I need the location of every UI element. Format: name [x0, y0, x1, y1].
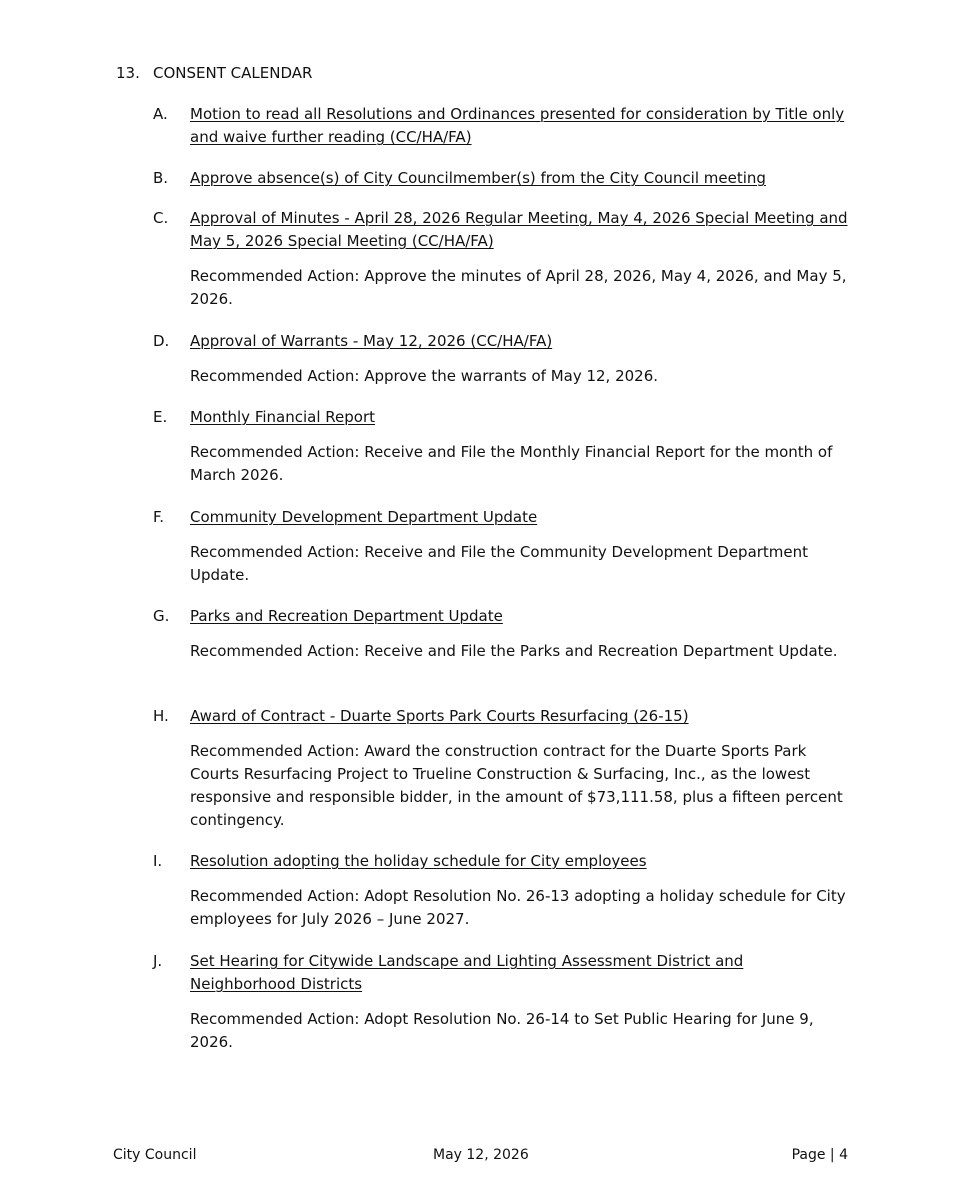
- item-title: Motion to read all Resolutions and Ordinances presented for consideration by Title only and waive further reading (CC/HA/FA): [190, 105, 845, 146]
- item-letter: E.: [153, 408, 168, 426]
- section-title: CONSENT CALENDAR: [153, 64, 313, 82]
- recommended-action: Recommended Action: Receive and File the Monthly Financial Report for the month of March 2026.: [190, 443, 833, 484]
- item-title: Set Hearing for Citywide Landscape and Lighting Assessment District and Neighborhood Districts: [190, 952, 744, 993]
- item-title: Award of Contract - Duarte Sports Park Courts Resurfacing (26-15): [190, 707, 689, 725]
- footer-date: May 12, 2026: [433, 1147, 529, 1163]
- item-letter: F.: [153, 508, 164, 526]
- item-title: Resolution adopting the holiday schedule for City employees: [190, 852, 647, 870]
- section-number: 13.: [116, 64, 140, 82]
- agenda-item-g: [153, 605, 853, 663]
- footer-body-name: City Council: [113, 1147, 197, 1163]
- item-letter: G.: [153, 607, 170, 625]
- item-letter: D.: [153, 332, 170, 350]
- agenda-item-b: [153, 167, 853, 190]
- section-heading: [116, 62, 312, 85]
- recommended-action: Recommended Action: Adopt Resolution No. 26-14 to Set Public Hearing for June 9, 2026.: [190, 1010, 814, 1051]
- agenda-item-a: [153, 103, 853, 149]
- agenda-item-i: [153, 850, 853, 931]
- item-letter: B.: [153, 169, 169, 187]
- footer-page-number: Page | 4: [791, 1147, 848, 1163]
- recommended-action: Recommended Action: Approve the warrants of May 12, 2026.: [190, 367, 659, 385]
- item-letter: A.: [153, 105, 168, 123]
- item-letter: H.: [153, 707, 169, 725]
- agenda-item-d: [153, 330, 853, 388]
- recommended-action: Recommended Action: Award the construction contract for the Duarte Sports Park Courts Resurfacing Project to Trueline Construction & Surfacing, Inc., as the lowest responsive and responsible bidder, in the amount of $73,111.58, plus a fifteen percent contingency.: [190, 742, 843, 829]
- recommended-action: Recommended Action: Approve the minutes of April 28, 2026, May 4, 2026, and May 5, 2026.: [190, 267, 847, 308]
- item-letter: J.: [153, 952, 163, 970]
- item-title: Approval of Warrants - May 12, 2026 (CC/HA/FA): [190, 332, 553, 350]
- item-title: Monthly Financial Report: [190, 408, 376, 426]
- agenda-item-f: [153, 506, 853, 587]
- recommended-action: Recommended Action: Adopt Resolution No. 26-13 adopting a holiday schedule for City employees for July 2026 – June 2027.: [190, 887, 846, 928]
- item-letter: C.: [153, 209, 169, 227]
- agenda-item-j: [153, 950, 853, 1054]
- item-title: Approve absence(s) of City Councilmember(s) from the City Council meeting: [190, 169, 766, 187]
- recommended-action: Recommended Action: Receive and File the Parks and Recreation Department Update.: [190, 642, 838, 660]
- agenda-item-c: [153, 207, 853, 311]
- item-title: Community Development Department Update: [190, 508, 538, 526]
- agenda-item-e: [153, 406, 853, 487]
- item-letter: I.: [153, 852, 163, 870]
- item-title: Approval of Minutes - April 28, 2026 Regular Meeting, May 4, 2026 Special Meeting and May 5, 2026 Special Meeting (CC/HA/FA): [190, 209, 848, 250]
- agenda-item-h: [153, 705, 853, 832]
- recommended-action: Recommended Action: Receive and File the Community Development Department Update.: [190, 543, 809, 584]
- item-title: Parks and Recreation Department Update: [190, 607, 503, 625]
